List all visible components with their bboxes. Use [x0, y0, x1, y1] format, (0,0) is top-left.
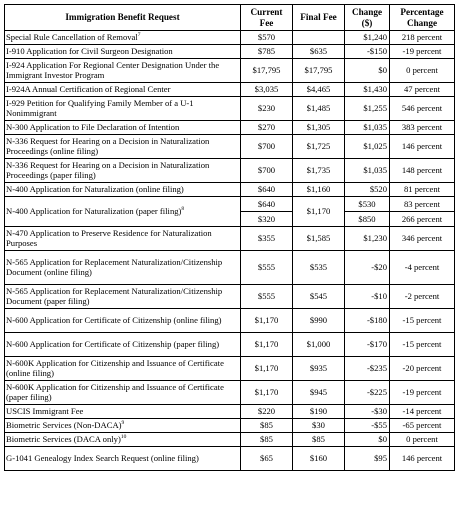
table-row: [5, 333, 455, 357]
percentage-change-cell: 81 percent: [390, 183, 455, 197]
request-cell: I-924 Application For Regional Center Designation Under the Immigrant Investor Program: [5, 59, 241, 83]
change-cell: -$225: [345, 381, 390, 405]
current-fee-cell: [241, 197, 293, 227]
current-fee-cell: $640: [241, 183, 293, 197]
change-cell: $1,255: [345, 97, 390, 121]
percentage-change-cell: -14 percent: [390, 405, 455, 419]
final-fee-cell: $30: [293, 419, 345, 433]
percentage-change-cell: 218 percent: [390, 31, 455, 45]
request-cell: [5, 197, 241, 227]
table-row: [5, 197, 455, 227]
table-row: [5, 159, 455, 183]
change-cell: -$55: [345, 419, 390, 433]
current-fee-cell: $220: [241, 405, 293, 419]
change-cell: $1,025: [345, 135, 390, 159]
final-fee-cell: $17,795: [293, 59, 345, 83]
final-fee-cell: $160: [293, 447, 345, 471]
percentage-change-cell: -15 percent: [390, 309, 455, 333]
request-cell: I-924A Annual Certification of Regional Center: [5, 83, 241, 97]
change-cell: $1,230: [345, 227, 390, 251]
current-fee-cell: $570: [241, 31, 293, 45]
final-fee-cell: [293, 31, 345, 45]
percentage-change-cell: 546 percent: [390, 97, 455, 121]
final-fee-cell: $945: [293, 381, 345, 405]
current-fee-cell: $270: [241, 121, 293, 135]
final-fee-cell: $4,465: [293, 83, 345, 97]
change-cell: -$170: [345, 333, 390, 357]
table-row: [5, 285, 455, 309]
request-cell: N-600 Application for Certificate of Citizenship (paper filing): [5, 333, 241, 357]
header-current-fee: Current Fee: [241, 5, 293, 31]
footnote-marker: 9: [121, 420, 125, 426]
percentage-change-cell: 146 percent: [390, 447, 455, 471]
percentage-change-cell: 0 percent: [390, 433, 455, 447]
current-fee-cell: $65: [241, 447, 293, 471]
percentage-change-cell: -2 percent: [390, 285, 455, 309]
percentage-change-value: 266 percent: [390, 211, 454, 226]
table-row: [5, 405, 455, 419]
current-fee-cell: $555: [241, 251, 293, 285]
table-row: [5, 121, 455, 135]
final-fee-cell: $1,725: [293, 135, 345, 159]
final-fee-cell: $1,160: [293, 183, 345, 197]
current-fee-cell: $555: [241, 285, 293, 309]
percentage-change-cell: -20 percent: [390, 357, 455, 381]
current-fee-value: $320: [241, 211, 292, 226]
request-cell: N-565 Application for Replacement Naturalization/Citizenship Document (online filing): [5, 251, 241, 285]
percentage-change-cell: -15 percent: [390, 333, 455, 357]
immigration-fee-table: [4, 4, 455, 471]
table-row: [5, 31, 455, 45]
final-fee-cell: $635: [293, 45, 345, 59]
change-cell: -$180: [345, 309, 390, 333]
table-row: [5, 251, 455, 285]
change-cell: $1,240: [345, 31, 390, 45]
change-cell: $1,430: [345, 83, 390, 97]
current-fee-value: $640: [257, 199, 276, 209]
percentage-change-cell: -4 percent: [390, 251, 455, 285]
change-cell: -$235: [345, 357, 390, 381]
change-cell: $0: [345, 59, 390, 83]
table-row: [5, 135, 455, 159]
request-cell: N-336 Request for Hearing on a Decision in Naturalization Proceedings (online filing): [5, 135, 241, 159]
request-cell: N-470 Application to Preserve Residence for Naturalization Purposes: [5, 227, 241, 251]
change-cell: -$10: [345, 285, 390, 309]
table-row: [5, 59, 455, 83]
current-fee-cell: $785: [241, 45, 293, 59]
current-fee-cell: $17,795: [241, 59, 293, 83]
request-name: Special Rule Cancellation of Removal: [6, 31, 138, 42]
request-cell: N-565 Application for Replacement Naturalization/Citizenship Document (paper filing): [5, 285, 241, 309]
change-cell: $95: [345, 447, 390, 471]
table-row: [5, 183, 455, 197]
table-row: [5, 97, 455, 121]
change-cell: -$20: [345, 251, 390, 285]
request-cell: N-336 Request for Hearing on a Decision in Naturalization Proceedings (paper filing): [5, 159, 241, 183]
percentage-change-cell: -19 percent: [390, 381, 455, 405]
change-cell: -$150: [345, 45, 390, 59]
current-fee-cell: $1,170: [241, 309, 293, 333]
final-fee-cell: $1,170: [293, 197, 345, 227]
change-cell: [345, 197, 390, 227]
table-header-row: [5, 5, 455, 31]
table-row: [5, 309, 455, 333]
table-row: [5, 447, 455, 471]
final-fee-cell: $1,305: [293, 121, 345, 135]
request-cell: USCIS Immigrant Fee: [5, 405, 241, 419]
request-cell: N-400 Application for Naturalization (online filing): [5, 183, 241, 197]
percentage-change-cell: [390, 197, 455, 227]
final-fee-cell: $190: [293, 405, 345, 419]
table-row: [5, 381, 455, 405]
final-fee-cell: $1,585: [293, 227, 345, 251]
percentage-change-value: 83 percent: [403, 199, 441, 209]
request-cell: [5, 31, 241, 45]
percentage-change-cell: -65 percent: [390, 419, 455, 433]
current-fee-cell: $355: [241, 227, 293, 251]
current-fee-cell: $230: [241, 97, 293, 121]
table-row: [5, 45, 455, 59]
request-cell: N-600K Application for Citizenship and Issuance of Certificate (online filing): [5, 357, 241, 381]
request-name: N-400 Application for Naturalization (paper filing): [6, 205, 182, 216]
header-change: Change ($): [345, 5, 390, 31]
final-fee-cell: $1,000: [293, 333, 345, 357]
request-cell: I-910 Application for Civil Surgeon Designation: [5, 45, 241, 59]
current-fee-cell: $1,170: [241, 357, 293, 381]
percentage-change-cell: 383 percent: [390, 121, 455, 135]
current-fee-cell: $700: [241, 159, 293, 183]
final-fee-cell: $1,735: [293, 159, 345, 183]
current-fee-cell: $3,035: [241, 83, 293, 97]
change-cell: $1,035: [345, 159, 390, 183]
final-fee-cell: $990: [293, 309, 345, 333]
final-fee-cell: $1,485: [293, 97, 345, 121]
change-cell: $0: [345, 433, 390, 447]
table-row: [5, 83, 455, 97]
current-fee-cell: $1,170: [241, 333, 293, 357]
percentage-change-cell: 47 percent: [390, 83, 455, 97]
request-cell: N-600 Application for Certificate of Citizenship (online filing): [5, 309, 241, 333]
request-name: Biometric Services (DACA only): [6, 433, 121, 444]
request-cell: I-929 Petition for Qualifying Family Member of a U-1 Nonimmigrant: [5, 97, 241, 121]
final-fee-cell: $935: [293, 357, 345, 381]
request-cell: [5, 419, 241, 433]
percentage-change-cell: 148 percent: [390, 159, 455, 183]
current-fee-cell: $85: [241, 419, 293, 433]
request-cell: [5, 433, 241, 447]
table-row: [5, 357, 455, 381]
change-cell: $520: [345, 183, 390, 197]
percentage-change-cell: -19 percent: [390, 45, 455, 59]
header-request: Immigration Benefit Request: [5, 5, 241, 31]
current-fee-cell: $1,170: [241, 381, 293, 405]
final-fee-cell: $535: [293, 251, 345, 285]
change-value: $530: [358, 199, 376, 209]
request-cell: N-300 Application to File Declaration of Intention: [5, 121, 241, 135]
change-cell: -$30: [345, 405, 390, 419]
footnote-marker: 7: [137, 32, 141, 38]
footnote-marker: 8: [181, 206, 185, 212]
final-fee-cell: $545: [293, 285, 345, 309]
table-row: [5, 433, 455, 447]
table-row: [5, 227, 455, 251]
percentage-change-cell: 346 percent: [390, 227, 455, 251]
header-final-fee: Final Fee: [293, 5, 345, 31]
request-cell: N-600K Application for Citizenship and Issuance of Certificate (paper filing): [5, 381, 241, 405]
current-fee-cell: $700: [241, 135, 293, 159]
current-fee-cell: $85: [241, 433, 293, 447]
change-value: $850: [345, 211, 389, 226]
change-cell: $1,035: [345, 121, 390, 135]
request-name: Biometric Services (Non-DACA): [6, 419, 122, 430]
table-row: [5, 419, 455, 433]
footnote-marker: 10: [120, 434, 127, 440]
percentage-change-cell: 146 percent: [390, 135, 455, 159]
request-cell: G-1041 Genealogy Index Search Request (online filing): [5, 447, 241, 471]
header-percentage-change: Percentage Change: [390, 5, 455, 31]
percentage-change-cell: 0 percent: [390, 59, 455, 83]
final-fee-cell: $85: [293, 433, 345, 447]
